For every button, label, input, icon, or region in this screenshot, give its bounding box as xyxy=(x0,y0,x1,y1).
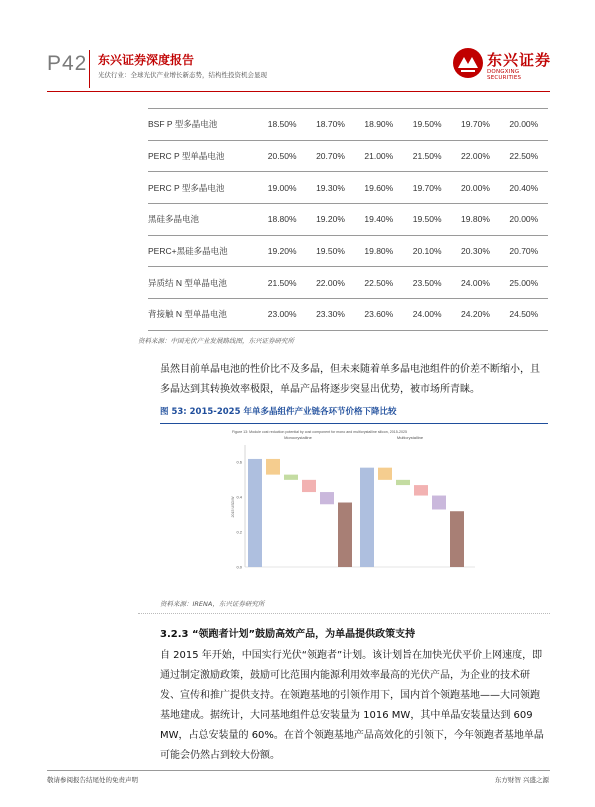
y-tick-label: 0.4 xyxy=(236,494,242,500)
table-cell: 24.00% xyxy=(451,267,499,299)
delta-bar xyxy=(432,496,446,510)
page-number: P42 xyxy=(47,52,88,75)
paragraph: 虽然目前单晶电池的性价比不及多晶，但未来随着单多晶电池组件的价差不断缩小，且多晶达到其转换效率极限，单晶产品将逐步突显出优势，被市场所青睐。 xyxy=(160,364,540,395)
table-cell: 19.70% xyxy=(403,172,451,204)
table-cell: 20.10% xyxy=(403,235,451,267)
table-row xyxy=(148,235,548,267)
table-cell: 18.70% xyxy=(306,109,354,141)
table-cell: 19.30% xyxy=(306,172,354,204)
total-bar xyxy=(360,468,374,567)
delta-bar xyxy=(266,459,280,475)
table-cell: 23.00% xyxy=(258,299,306,331)
table-cell: 22.00% xyxy=(306,267,354,299)
table-cell: 20.00% xyxy=(500,109,548,141)
figure-source: 资料来源：IRENA，东兴证券研究所 xyxy=(160,600,265,608)
price-decline-chart xyxy=(230,427,480,585)
row-label: PERC P 型多晶电池 xyxy=(148,172,258,204)
table-cell: 25.00% xyxy=(500,267,548,299)
figure-rule xyxy=(160,423,548,424)
table-cell: 19.60% xyxy=(355,172,403,204)
table-cell: 19.00% xyxy=(258,172,306,204)
efficiency-table xyxy=(148,108,548,331)
total-bar xyxy=(248,459,262,567)
table-row xyxy=(148,109,548,141)
table-cell: 24.20% xyxy=(451,299,499,331)
table-cell: 19.70% xyxy=(451,109,499,141)
figure-title: 图 53: 2015-2025 年单多晶组件产业链各环节价格下降比较 xyxy=(160,407,397,417)
table-row xyxy=(148,204,548,236)
table-cell: 21.50% xyxy=(258,267,306,299)
row-label: 背接触 N 型单晶电池 xyxy=(148,299,258,331)
table-cell: 19.50% xyxy=(403,109,451,141)
table-cell: 19.80% xyxy=(355,235,403,267)
total-bar xyxy=(338,503,352,567)
table-cell: 22.00% xyxy=(451,140,499,172)
table-cell: 19.20% xyxy=(258,235,306,267)
y-tick-label: 0.2 xyxy=(236,529,242,535)
table-cell: 18.90% xyxy=(355,109,403,141)
footer-rule xyxy=(47,770,550,771)
table-cell: 19.50% xyxy=(306,235,354,267)
delta-bar xyxy=(284,475,298,480)
company-logo xyxy=(452,47,552,81)
row-label: PERC+黑硅多晶电池 xyxy=(148,235,258,267)
section-body: 自 2015 年开始，中国实行光伏“领跑者”计划。该计划旨在加快光伏平价上网速度，即通过制定激励政策，鼓励可比范围内能源利用效率最高的光伏产品，为企业的技术研发、宣传和推广提供支持。在领跑基地的引领作用下，国内首个领跑基地——大同领跑基地建成。据统计，大同基地组件总安装量为 1016 MW，其中单晶安装量达到 609 MW，占总安装量的 60%。在首个领跑基地产品高效化的引领下，今年领跑者基地单晶可能会仍然占到较大份额。 xyxy=(160,650,544,761)
table-cell: 20.00% xyxy=(500,204,548,236)
row-label: PERC P 型单晶电池 xyxy=(148,140,258,172)
row-label: 黑硅多晶电池 xyxy=(148,204,258,236)
y-axis-label: 2015 USD/W xyxy=(231,496,235,518)
table-cell: 19.50% xyxy=(403,204,451,236)
table-row xyxy=(148,172,548,204)
section-heading: 3.2.3 “领跑者计划”鼓励高效产品，为单晶提供政策支持 xyxy=(160,629,416,640)
table-source: 资料来源：中国光伏产业发展路线图，东兴证券研究所 xyxy=(138,337,294,345)
table-cell: 19.40% xyxy=(355,204,403,236)
report-subtitle: 光伏行业：全球光伏产业增长新态势，结构性投资机会显现 xyxy=(98,71,267,79)
table-cell: 24.50% xyxy=(500,299,548,331)
table-cell: 20.00% xyxy=(451,172,499,204)
source-rule xyxy=(138,613,550,614)
delta-bar xyxy=(302,480,316,492)
table-cell: 24.00% xyxy=(403,299,451,331)
chart-title: Figure 13: Module cost reduction potential by cost component for mono and multicrystalline silicon, 2015-2025 xyxy=(232,430,407,434)
table-row xyxy=(148,267,548,299)
table-cell: 23.50% xyxy=(403,267,451,299)
y-tick-label: 0.0 xyxy=(236,564,242,570)
disclaimer-note: 敬请参阅报告结尾处的免责声明 xyxy=(47,776,138,784)
delta-bar xyxy=(320,492,334,504)
table-cell: 18.50% xyxy=(258,109,306,141)
report-title: 东兴证券深度报告 xyxy=(98,53,195,67)
table-cell: 20.70% xyxy=(500,235,548,267)
table-cell: 21.00% xyxy=(355,140,403,172)
table-cell: 22.50% xyxy=(355,267,403,299)
y-tick-label: 0.6 xyxy=(236,459,242,465)
group-label: Monocrystalline xyxy=(284,435,312,440)
table-cell: 22.50% xyxy=(500,140,548,172)
row-label: 异质结 N 型单晶电池 xyxy=(148,267,258,299)
delta-bar xyxy=(378,468,392,480)
delta-bar xyxy=(396,480,410,485)
table-cell: 20.40% xyxy=(500,172,548,204)
table-cell: 23.30% xyxy=(306,299,354,331)
table-cell: 21.50% xyxy=(403,140,451,172)
table-cell: 19.20% xyxy=(306,204,354,236)
group-label: Multicrystalline xyxy=(396,435,424,440)
logo-mark-icon xyxy=(452,47,484,79)
header-rule xyxy=(47,91,550,92)
delta-bar xyxy=(414,485,428,495)
table-cell: 18.80% xyxy=(258,204,306,236)
total-bar xyxy=(450,511,464,567)
logo-english: DONGXING SECURITIES xyxy=(487,69,522,81)
table-cell: 20.30% xyxy=(451,235,499,267)
table-cell: 19.80% xyxy=(451,204,499,236)
table-row xyxy=(148,140,548,172)
table-cell: 20.50% xyxy=(258,140,306,172)
header-divider xyxy=(89,50,90,88)
row-label: BSF P 型多晶电池 xyxy=(148,109,258,141)
logo-name: 东兴证券 xyxy=(487,51,552,69)
table-cell: 20.70% xyxy=(306,140,354,172)
table-row xyxy=(148,299,548,331)
table-cell: 23.60% xyxy=(355,299,403,331)
footer-slogan: 东方财智 兴盛之源 xyxy=(494,776,549,784)
